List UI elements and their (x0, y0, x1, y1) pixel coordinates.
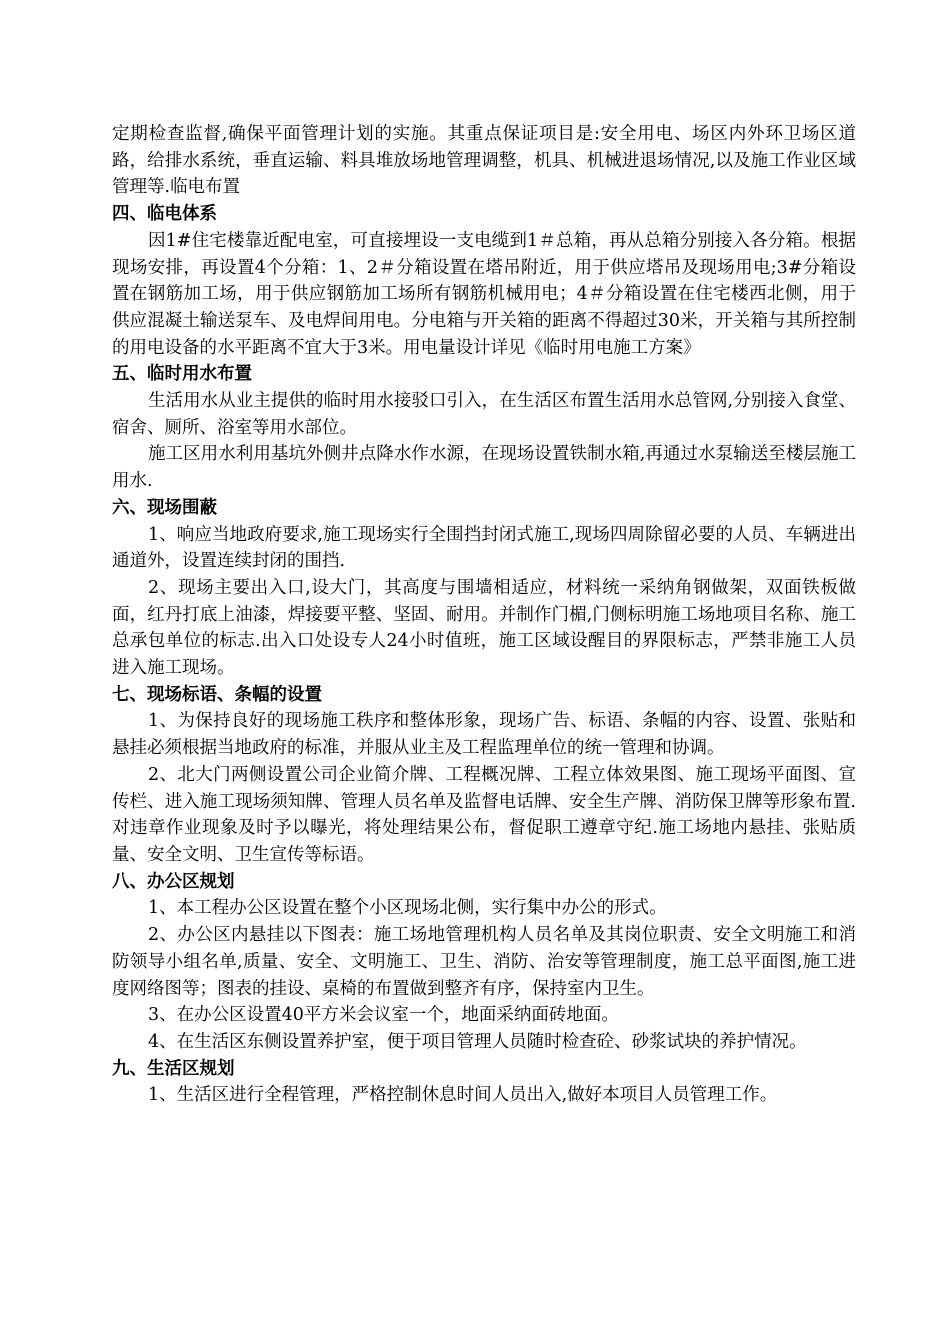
document-body (112, 121, 856, 1109)
section-9-paragraph-1: 1、生活区进行全程管理，严格控制休息时间人员出入,做好本项目人员管理工作。 (148, 1085, 778, 1106)
section-7-paragraph-1: 1、为保持良好的现场施工秩序和整体形象，现场广告、标语、条幅的内容、设置、张贴和悬挂必须根据当地政府的标准，并服从业主及工程监理单位的统一管理和协调。 (112, 711, 856, 759)
intro-paragraph: 定期检查监督,确保平面管理计划的实施。其重点保证项目是:安全用电、场区内外环卫场区道路，给排水系统，垂直运输、料具堆放场地管理调整，机具、机械进退场情况,以及施工作业区域管理等.临电布置 (112, 124, 856, 198)
section-4-heading: 四、临电体系 (112, 204, 217, 225)
section-9-heading: 九、生活区规划 (112, 1058, 235, 1079)
section-8-paragraph-1: 1、本工程办公区设置在整个小区现场北侧，实行集中办公的形式。 (148, 898, 667, 919)
section-6-heading: 六、现场围蔽 (112, 497, 217, 518)
section-5-paragraph-1: 生活用水从业主提供的临时用水接驳口引入，在生活区布置生活用水总管网,分别接入食堂、宿舍、厕所、浴室等用水部位。 (112, 391, 856, 438)
section-7-heading: 七、现场标语、条幅的设置 (112, 684, 322, 705)
section-8-paragraph-2: 2、办公区内悬挂以下图表：施工场地管理机构人员名单及其岗位职责、安全文明施工和消防领导小组名单,质量、安全、文明施工、卫生、消防、治安等管理制度，施工总平面图,施工进度网络图等；图表的挂设、桌椅的布置做到整齐有序，保持室内卫生。 (112, 925, 856, 999)
section-6-paragraph-2: 2、现场主要出入口,设大门，其高度与围墙相适应，材料统一采纳角钢做架，双面铁板做面，红丹打底上油漆，焊接要平整、坚固、耐用。并制作门楣,门侧标明施工场地项目名称、施工总承包单位的标志.出入口处设专人24小时值班，施工区域设醒目的界限标志，严禁非施工人员进入施工现场。 (112, 577, 856, 679)
section-6-paragraph-1: 1、响应当地政府要求,施工现场实行全围挡封闭式施工,现场四周除留必要的人员、车辆进出通道外，设置连续封闭的围挡. (112, 524, 856, 572)
section-8-paragraph-3: 3、在办公区设置40平方米会议室一个，地面采纳面砖地面。 (148, 1005, 619, 1026)
section-5-heading: 五、临时用水布置 (112, 364, 252, 385)
section-7-paragraph-2: 2、北大门两侧设置公司企业简介牌、工程概况牌、工程立体效果图、施工现场平面图、宣传栏、进入施工现场须知牌、管理人员名单及监督电话牌、安全生产牌、消防保卫牌等形象布置.对违章作业现象及时予以曝光，将处理结果公布，督促职工遵章守纪.施工场地内悬挂、张贴质量、安全文明、卫生宣传等标语。 (112, 764, 856, 865)
section-5-paragraph-2: 施工区用水利用基坑外侧井点降水作水源，在现场设置铁制水箱,再通过水泵输送至楼层施工用水. (112, 444, 856, 492)
section-8-heading: 八、办公区规划 (112, 871, 235, 892)
section-8-paragraph-4: 4、在生活区东侧设置养护室，便于项目管理人员随时检查砼、砂浆试块的养护情况。 (148, 1031, 807, 1052)
section-4-paragraph-1: 因1#住宅楼靠近配电室，可直接埋设一支电缆到1＃总箱，再从总箱分别接入各分箱。根据现场安排，再设置4个分箱：1、2＃分箱设置在塔吊附近，用于供应塔吊及现场用电;3#分箱设置在钢筋加工场，用于供应钢筋加工场所有钢筋机械用电；4＃分箱设置在住宅楼西北侧，用于供应混凝土输送泵车、及电焊间用电。分电箱与开关箱的距离不得超过30米，开关箱与其所控制的用电设备的水平距离不宜大于3米。用电量设计详见《临时用电施工方案》 (112, 230, 856, 358)
